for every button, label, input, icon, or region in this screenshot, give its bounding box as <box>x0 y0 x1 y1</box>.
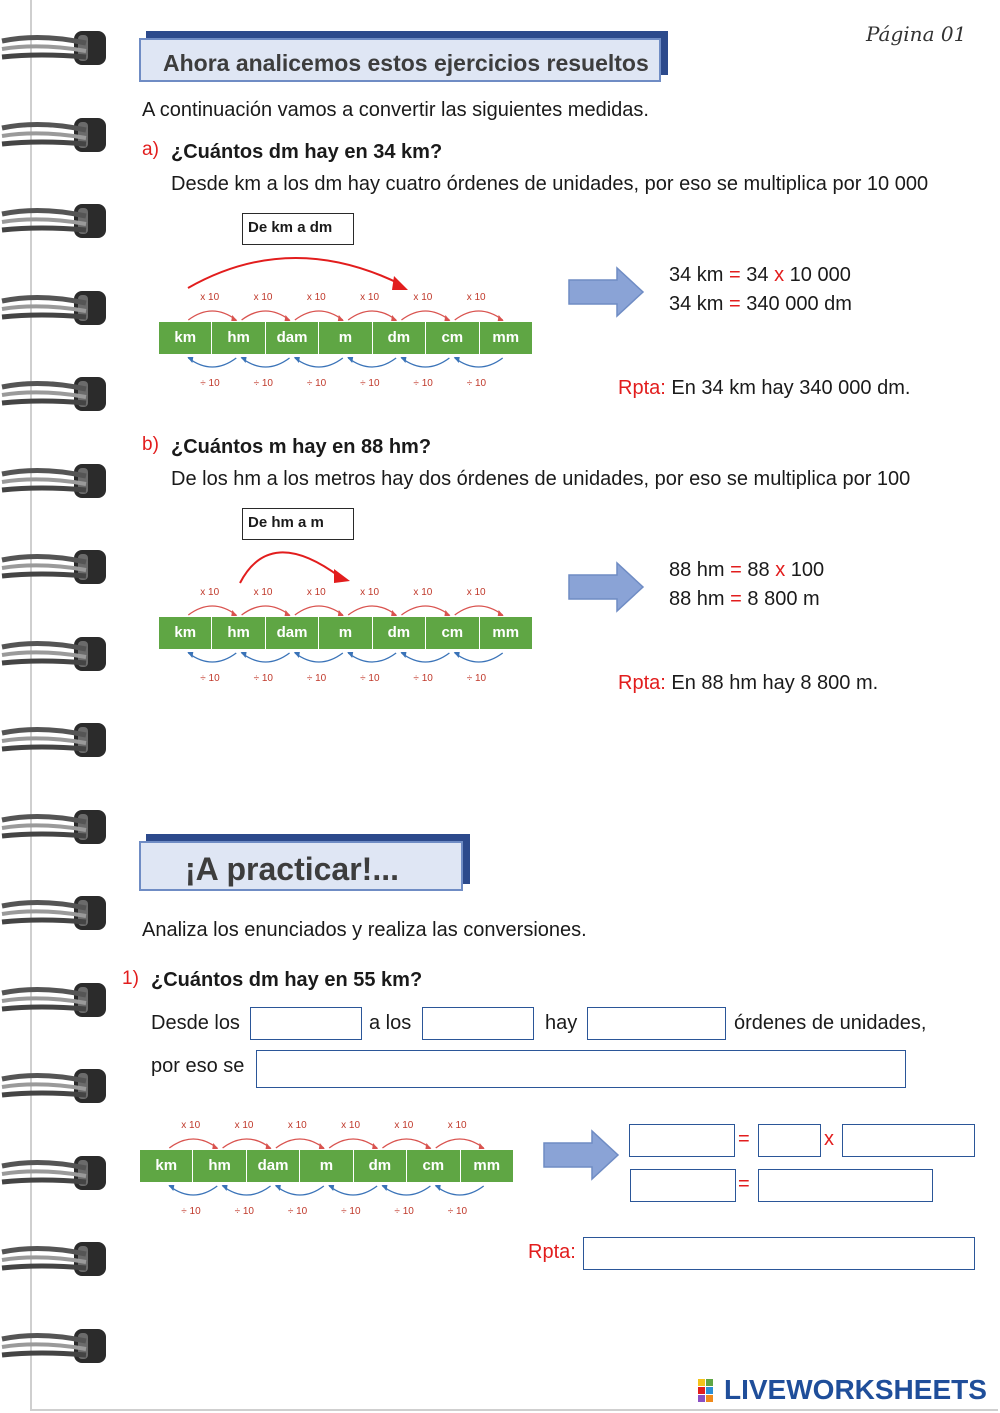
brand-logo: LIVEWORKSHEETS <box>724 1374 987 1405</box>
section-banner: Ahora analicemos estos ejercicios resueltos <box>139 38 661 82</box>
divide-arc <box>169 1186 217 1195</box>
unit-cell: m <box>319 322 372 354</box>
divide-arc <box>348 358 396 367</box>
unit-step-arcs <box>159 581 539 691</box>
example-letter: b) <box>142 434 159 455</box>
divide-arc <box>295 358 343 367</box>
prompt-text: a los <box>369 1012 412 1034</box>
unit-cell: m <box>300 1150 353 1182</box>
example-question: ¿Cuántos m hay en 88 hm? <box>171 436 432 458</box>
example-question: ¿Cuántos dm hay en 34 km? <box>171 141 443 163</box>
divide-arc <box>188 653 236 662</box>
multiply-arc <box>329 1139 377 1148</box>
divide-arc <box>242 653 290 662</box>
equals-sign: = <box>738 1173 750 1195</box>
divide-label: ÷ 10 <box>200 673 220 684</box>
divide-label: ÷ 10 <box>253 673 273 684</box>
multiply-arrowhead <box>338 610 344 616</box>
divide-label: ÷ 10 <box>234 1206 254 1217</box>
multiply-arrowhead <box>498 315 504 321</box>
multiply-label: x 10 <box>413 292 433 303</box>
unit-cell: dam <box>266 322 319 354</box>
divide-label: ÷ 10 <box>287 1206 308 1217</box>
divide-label: ÷ 10 <box>181 1206 201 1217</box>
operation-input[interactable] <box>256 1050 906 1088</box>
quantity-input[interactable] <box>630 1169 736 1202</box>
multiply-label: x 10 <box>466 292 486 303</box>
exercise-question: ¿Cuántos dm hay en 55 km? <box>151 969 423 991</box>
spiral-ring <box>0 285 108 331</box>
result-arrow-icon <box>542 1129 620 1181</box>
divide-arrowhead <box>381 1185 387 1191</box>
conversion-label-box: De hm a m <box>242 508 354 540</box>
multiply-arrowhead <box>319 1143 325 1149</box>
unit-cell: cm <box>426 322 479 354</box>
times-sign: x <box>824 1128 834 1150</box>
factor-input[interactable] <box>842 1124 975 1157</box>
multiply-arrowhead <box>498 610 504 616</box>
unit-cell: m <box>319 617 372 649</box>
equals-sign: = <box>738 1128 750 1150</box>
conversion-arc-arrow <box>230 535 360 585</box>
divide-label: ÷ 10 <box>466 673 487 684</box>
multiply-label: x 10 <box>200 292 220 303</box>
multiply-arrowhead <box>285 610 291 616</box>
multiply-arc <box>295 311 343 320</box>
divide-arrowhead <box>454 357 460 363</box>
divide-arrowhead <box>347 652 353 658</box>
unit-cell: mm <box>492 329 520 346</box>
multiply-arc <box>295 606 343 615</box>
multiply-arrowhead <box>444 610 450 616</box>
conversion-label-box: De km a dm <box>242 213 354 245</box>
spiral-ring <box>0 458 108 504</box>
divide-label: ÷ 10 <box>200 378 220 389</box>
divide-arrowhead <box>275 1185 281 1191</box>
divide-arrowhead <box>435 1185 441 1191</box>
spiral-ring <box>0 371 108 417</box>
equation-line-1: 34 km = 34 x 10 000 <box>669 264 851 286</box>
multiply-label: x 10 <box>413 587 433 598</box>
unit-cell: hm <box>193 1150 246 1182</box>
multiply-label: x 10 <box>306 292 326 303</box>
divide-arc <box>188 358 236 367</box>
unit-cell: km <box>159 617 212 649</box>
divide-arc <box>401 653 449 662</box>
divide-label: ÷ 10 <box>253 378 273 389</box>
multiply-label: x 10 <box>360 292 380 303</box>
multiply-arc <box>188 606 236 615</box>
divide-arc <box>276 1186 324 1195</box>
equation-line-1: 88 hm = 88 x 100 <box>669 559 825 581</box>
unit-cell: mm <box>473 1157 501 1174</box>
divide-arrowhead <box>294 357 300 363</box>
multiply-arrowhead <box>231 315 237 321</box>
multiply-arrowhead <box>444 315 450 321</box>
section-intro: A continuación vamos a convertir las siguientes medidas. <box>142 99 649 121</box>
multiply-arrowhead <box>425 1143 431 1149</box>
multiply-arc <box>276 1139 324 1148</box>
spiral-ring <box>0 544 108 590</box>
multiply-arrowhead <box>231 610 237 616</box>
liveworksheets-logo-icon <box>698 1379 722 1403</box>
quantity-input[interactable] <box>629 1124 735 1157</box>
multiply-label: x 10 <box>200 587 220 598</box>
example-explanation: Desde km a los dm hay cuatro órdenes de unidades, por eso se multiplica por 10 000 <box>171 173 929 195</box>
multiply-arc <box>455 311 503 320</box>
multiply-arc <box>382 1139 430 1148</box>
prompt-text: hay <box>545 1012 578 1034</box>
unit-cell: dm <box>373 617 426 649</box>
multiply-arc <box>348 606 396 615</box>
divide-arc <box>436 1186 484 1195</box>
from-unit-input[interactable] <box>250 1007 362 1040</box>
unit-cell: dam <box>266 617 319 649</box>
equation-line-2: 34 km = 340 000 dm <box>669 293 852 315</box>
multiply-label: x 10 <box>181 1120 201 1131</box>
spiral-ring <box>0 890 108 936</box>
multiply-arrowhead <box>338 315 344 321</box>
multiply-label: x 10 <box>447 1120 467 1131</box>
prompt-text: Desde los <box>151 1012 240 1034</box>
multiply-label: x 10 <box>253 587 273 598</box>
divide-arc <box>242 358 290 367</box>
divide-arc <box>455 653 503 662</box>
spiral-ring <box>0 804 108 850</box>
divide-arrowhead <box>222 1185 228 1191</box>
divide-label: ÷ 10 <box>447 1206 468 1217</box>
multiply-arrowhead <box>479 1143 485 1149</box>
multiply-arc <box>188 311 236 320</box>
multiply-arc <box>169 1139 217 1148</box>
spiral-ring <box>0 25 108 71</box>
spiral-ring <box>0 717 108 763</box>
divide-label: ÷ 10 <box>394 1206 414 1217</box>
multiply-arc <box>348 311 396 320</box>
divide-label: ÷ 10 <box>413 673 433 684</box>
number-input[interactable] <box>758 1124 821 1157</box>
unit-step-arcs <box>140 1114 520 1224</box>
multiply-label: x 10 <box>234 1120 254 1131</box>
divide-arc <box>348 653 396 662</box>
divide-label: ÷ 10 <box>360 673 380 684</box>
answer-label: Rpta: <box>528 1241 576 1263</box>
page-number: Página 01 <box>866 22 967 46</box>
divide-arrowhead <box>241 357 247 363</box>
to-unit-input[interactable] <box>422 1007 534 1040</box>
divide-arc <box>455 358 503 367</box>
result-arrow-icon <box>567 561 645 613</box>
unit-cell: dm <box>354 1150 407 1182</box>
answer: Rpta: En 34 km hay 340 000 dm. <box>618 377 911 399</box>
equation-line-2: 88 hm = 8 800 m <box>669 588 820 610</box>
multiply-arc <box>455 606 503 615</box>
unit-cell: dm <box>373 322 426 354</box>
spiral-ring <box>0 112 108 158</box>
divide-label: ÷ 10 <box>306 673 327 684</box>
spiral-ring <box>0 1236 108 1282</box>
exercise-number: 1) <box>122 968 139 989</box>
divide-arrowhead <box>187 357 193 363</box>
multiply-arrowhead <box>391 610 397 616</box>
multiply-arrowhead <box>285 315 291 321</box>
divide-label: ÷ 10 <box>360 378 380 389</box>
practice-banner: ¡A practicar!... <box>139 841 463 891</box>
unit-cell: cm <box>426 617 479 649</box>
multiply-arc <box>401 606 449 615</box>
multiply-arc <box>242 311 290 320</box>
unit-cell: cm <box>407 1150 460 1182</box>
unit-cell: hm <box>212 322 265 354</box>
unit-cell: mm <box>492 624 520 641</box>
spiral-ring <box>0 198 108 244</box>
multiply-label: x 10 <box>466 587 486 598</box>
spiral-ring <box>0 631 108 677</box>
answer: Rpta: En 88 hm hay 8 800 m. <box>618 672 879 694</box>
divide-arc <box>382 1186 430 1195</box>
unit-cell: dam <box>247 1150 300 1182</box>
multiply-arrowhead <box>212 1143 218 1149</box>
unit-cell: km <box>159 322 212 354</box>
multiply-label: x 10 <box>253 292 273 303</box>
divide-arrowhead <box>347 357 353 363</box>
multiply-arc <box>436 1139 484 1148</box>
multiply-arrowhead <box>266 1143 272 1149</box>
multiply-arrowhead <box>391 315 397 321</box>
spiral-ring <box>0 1150 108 1196</box>
multiply-arrowhead <box>372 1143 378 1149</box>
unit-step-arcs <box>159 286 539 396</box>
multiply-label: x 10 <box>287 1120 307 1131</box>
divide-arrowhead <box>241 652 247 658</box>
multiply-label: x 10 <box>341 1120 361 1131</box>
multiply-arc <box>242 606 290 615</box>
multiply-label: x 10 <box>394 1120 414 1131</box>
prompt-text: por eso se <box>151 1055 245 1077</box>
divide-arc <box>223 1186 271 1195</box>
multiply-label: x 10 <box>360 587 380 598</box>
result-arrow-icon <box>567 266 645 318</box>
multiply-arc <box>223 1139 271 1148</box>
divide-arc <box>401 358 449 367</box>
spiral-ring <box>0 1323 108 1369</box>
example-explanation: De los hm a los metros hay dos órdenes de unidades, por eso se multiplica por 100 <box>171 468 911 490</box>
divide-arrowhead <box>187 652 193 658</box>
practice-intro: Analiza los enunciados y realiza las conversiones. <box>142 919 587 941</box>
multiply-arc <box>401 311 449 320</box>
unit-cell: km <box>140 1150 193 1182</box>
divide-label: ÷ 10 <box>306 378 327 389</box>
spiral-ring <box>0 1063 108 1109</box>
divide-arrowhead <box>454 652 460 658</box>
spiral-ring <box>0 977 108 1023</box>
divide-arrowhead <box>328 1185 334 1191</box>
divide-arrowhead <box>294 652 300 658</box>
example-letter: a) <box>142 139 159 160</box>
divide-arc <box>295 653 343 662</box>
unit-cell: hm <box>212 617 265 649</box>
divide-arrowhead <box>400 652 406 658</box>
divide-label: ÷ 10 <box>466 378 487 389</box>
answer-input[interactable] <box>583 1237 975 1270</box>
divide-arrowhead <box>168 1185 174 1191</box>
divide-arc <box>329 1186 377 1195</box>
divide-label: ÷ 10 <box>413 378 433 389</box>
divide-label: ÷ 10 <box>341 1206 361 1217</box>
prompt-text: órdenes de unidades, <box>734 1012 927 1034</box>
multiply-label: x 10 <box>306 587 326 598</box>
orders-count-input[interactable] <box>587 1007 726 1040</box>
result-input[interactable] <box>758 1169 933 1202</box>
divide-arrowhead <box>400 357 406 363</box>
